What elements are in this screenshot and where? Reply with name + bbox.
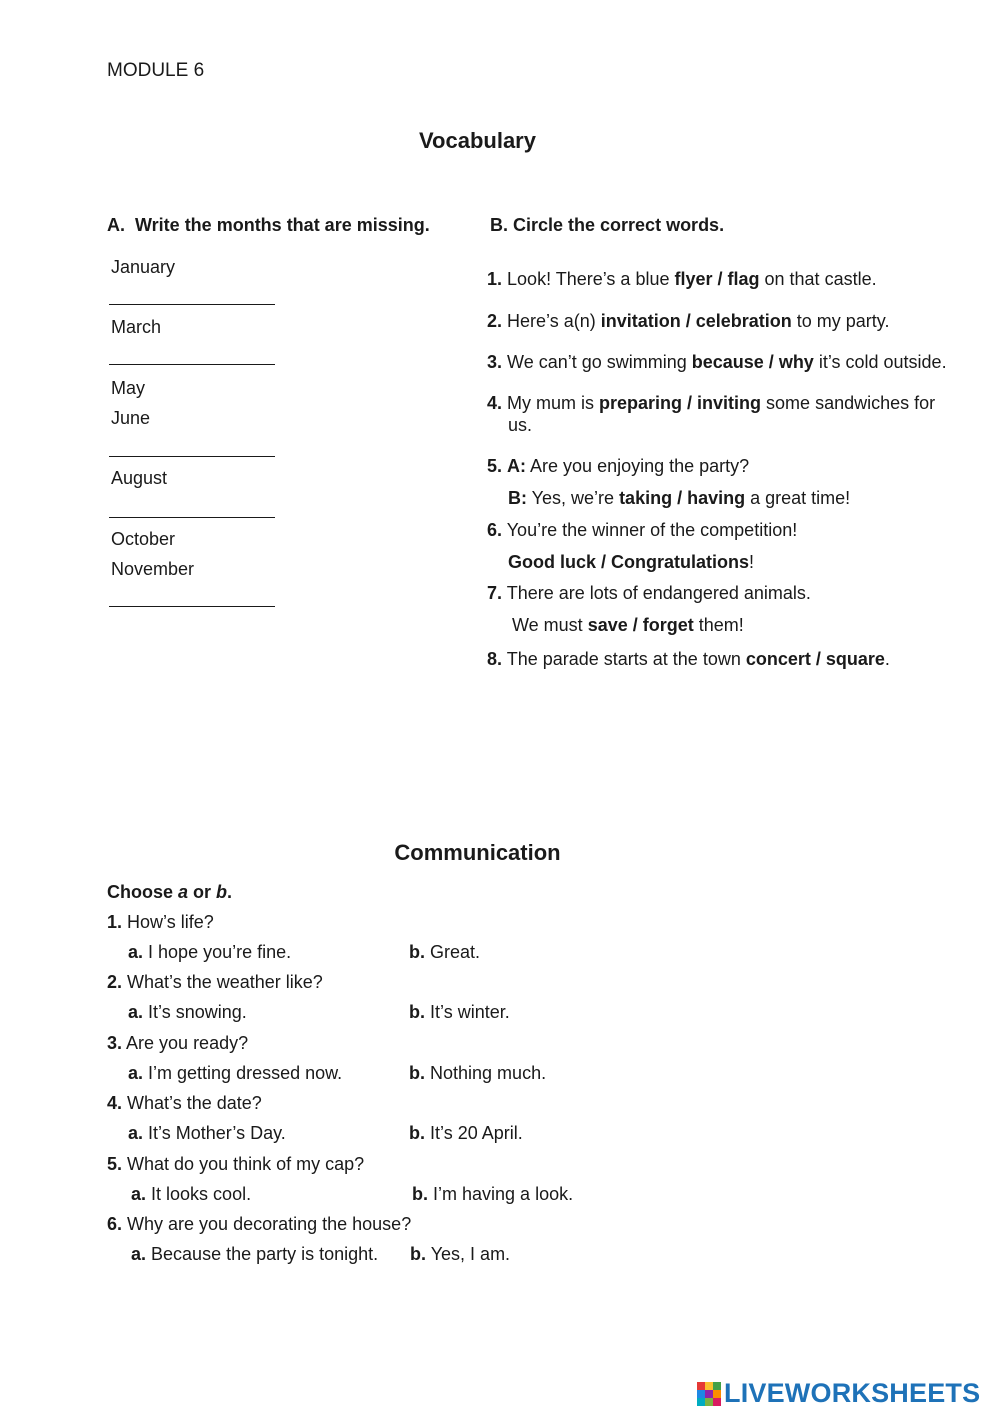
answer-6b[interactable]: b. Yes, I am. xyxy=(410,1244,511,1264)
choice-words[interactable]: because / why xyxy=(691,352,814,372)
answer-5b[interactable]: b. I’m having a look. xyxy=(412,1184,574,1204)
month-blank-2[interactable] xyxy=(109,364,275,365)
b-item-8: 8. The parade starts at the town concert / square. xyxy=(487,649,890,669)
b-item-5-line-a: 5. A: Are you enjoying the party? xyxy=(487,456,750,476)
answer-2a[interactable]: a. It’s snowing. xyxy=(128,1002,247,1022)
choice-words[interactable]: concert / square xyxy=(745,649,885,669)
question-6: 6. Why are you decorating the house? xyxy=(107,1214,412,1234)
vocabulary-title: Vocabulary xyxy=(419,128,536,153)
b-item-7: 7. There are lots of endangered animals. xyxy=(487,583,811,603)
communication-title: Communication xyxy=(394,840,561,865)
answer-1b[interactable]: b. Great. xyxy=(409,942,481,962)
liveworksheets-logo xyxy=(697,1378,980,1409)
month-january: January xyxy=(111,257,176,277)
answer-6a[interactable]: a. Because the party is tonight. xyxy=(131,1244,379,1264)
b-item-3: 3. We can’t go swimming because / why it’s cold outside. xyxy=(487,352,947,372)
communication-instruction: Choose a or b. xyxy=(107,882,233,902)
question-1: 1. How’s life? xyxy=(107,912,214,932)
b-item-2: 2. Here’s a(n) invitation / celebration to my party. xyxy=(487,311,890,331)
question-3: 3. Are you ready? xyxy=(107,1033,249,1053)
choice-words[interactable]: flyer / flag xyxy=(674,269,760,289)
answer-5a[interactable]: a. It looks cool. xyxy=(131,1184,252,1204)
choice-words[interactable]: taking / having xyxy=(619,488,746,508)
b-item-4-continued: us. xyxy=(508,415,533,435)
choice-words[interactable]: save / forget xyxy=(587,615,694,635)
choice-words[interactable]: Good luck / Congratulations xyxy=(508,552,750,572)
answer-2b[interactable]: b. It’s winter. xyxy=(409,1002,510,1022)
logo-text: LIVEWORKSHEETS xyxy=(724,1378,981,1408)
answer-4a[interactable]: a. It’s Mother’s Day. xyxy=(128,1123,286,1143)
b-item-6-choice: Good luck / Congratulations! xyxy=(508,552,755,572)
b-item-4: 4. My mum is preparing / inviting some sandwiches for xyxy=(487,393,936,413)
answer-4b[interactable]: b. It’s 20 April. xyxy=(409,1123,523,1143)
section-a-heading: A. Write the months that are missing. xyxy=(107,215,430,235)
month-october: October xyxy=(111,529,176,549)
month-blank-3[interactable] xyxy=(109,456,275,457)
choice-words[interactable]: invitation / celebration xyxy=(600,311,792,331)
month-november: November xyxy=(111,559,195,579)
b-item-5-line-b: B: Yes, we’re taking / having a great time! xyxy=(508,488,851,508)
answer-3b[interactable]: b. Nothing much. xyxy=(409,1063,547,1083)
b-item-1: 1. Look! There’s a blue flyer / flag on that castle. xyxy=(487,269,877,289)
month-blank-4[interactable] xyxy=(109,517,275,518)
section-b-heading: B. Circle the correct words. xyxy=(490,215,725,235)
question-5: 5. What do you think of my cap? xyxy=(107,1154,365,1174)
month-june: June xyxy=(111,408,151,428)
answer-3a[interactable]: a. I’m getting dressed now. xyxy=(128,1063,343,1083)
b-item-6: 6. You’re the winner of the competition! xyxy=(487,520,798,540)
choice-words[interactable]: preparing / inviting xyxy=(599,393,762,413)
month-august: August xyxy=(111,468,168,488)
month-may: May xyxy=(111,378,146,398)
b-item-7-choice: We must save / forget them! xyxy=(512,615,744,635)
question-2: 2. What’s the weather like? xyxy=(107,972,323,992)
module-label: MODULE 6 xyxy=(107,60,205,81)
answer-1a[interactable]: a. I hope you’re fine. xyxy=(128,942,292,962)
month-blank-5[interactable] xyxy=(109,606,275,607)
liveworksheets-icon xyxy=(697,1382,721,1406)
month-blank-1[interactable] xyxy=(109,304,275,305)
question-4: 4. What’s the date? xyxy=(107,1093,262,1113)
month-march: March xyxy=(111,317,162,337)
